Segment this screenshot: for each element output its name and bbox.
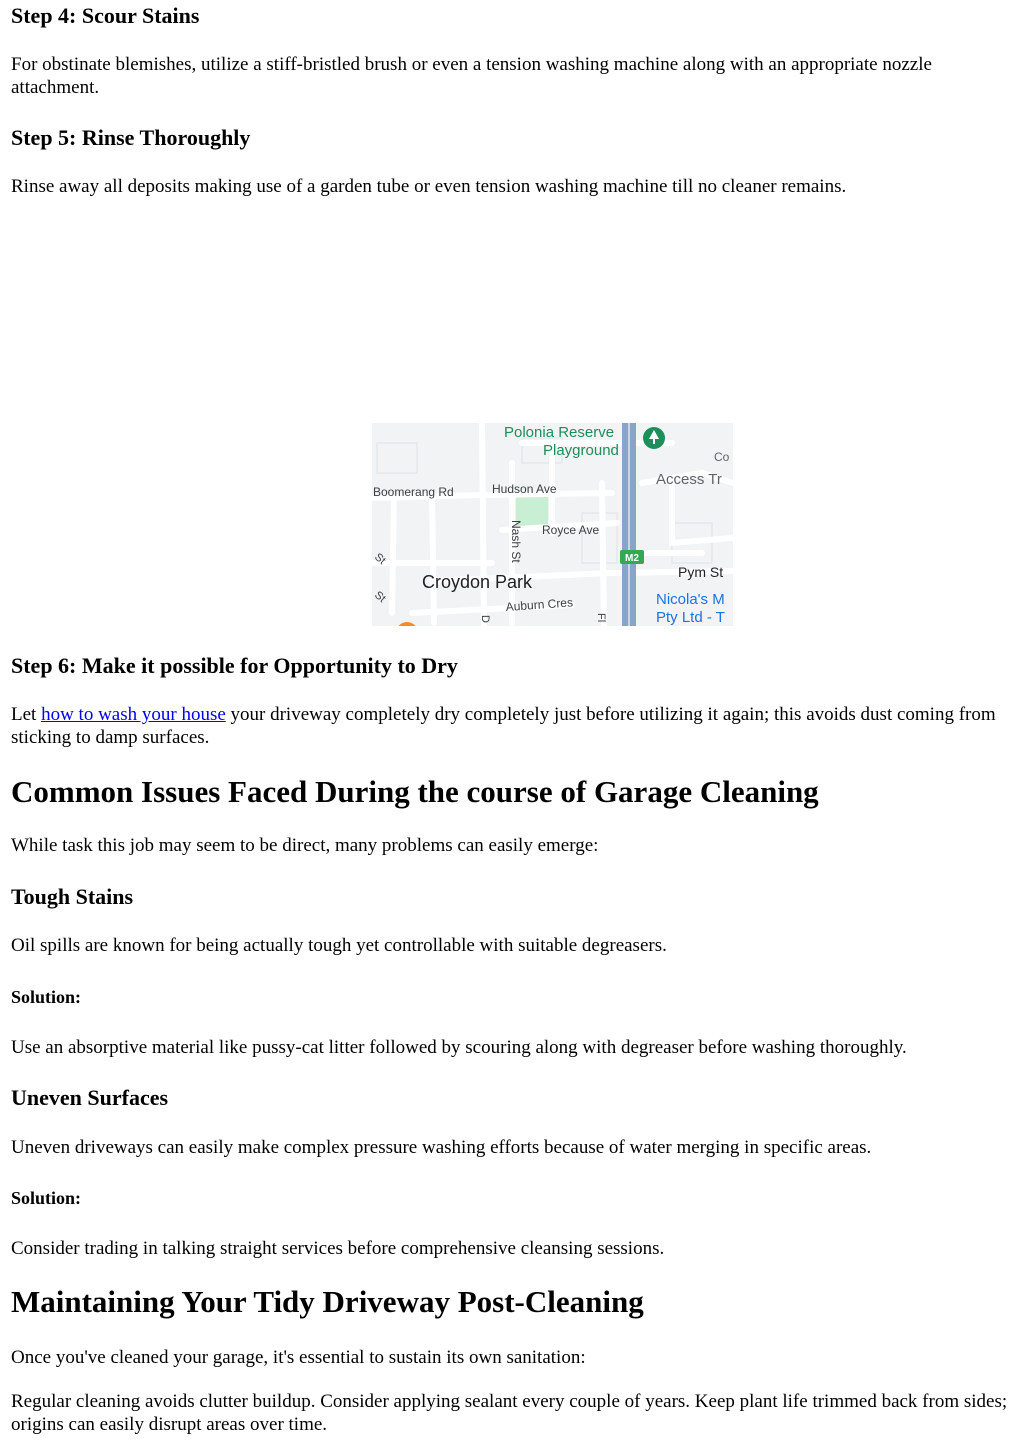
tough-solution-label: Solution: [11, 987, 82, 1007]
embedded-map[interactable] [372, 423, 733, 626]
map-label-st-2: St [372, 589, 388, 605]
step5-text: Rinse away all deposits making use of a garden tube or even tension washing machine till no cleaner remains. [11, 176, 847, 197]
map-label-auburn: Auburn Cres [505, 595, 574, 614]
map-label-boomerang: Boomerang Rd [373, 485, 454, 499]
uneven-surfaces-heading: Uneven Surfaces [11, 1085, 169, 1110]
map-label-royce: Royce Ave [542, 523, 600, 537]
map-label-st-1: St [372, 551, 388, 567]
map-label-croydon-park: Croydon Park [422, 572, 533, 592]
maintain-text: Regular cleaning avoids clutter buildup. Consider applying sealant every couple of years. Keep plant life trimmed back from sides; origins can easily disrupt areas over time. [11, 1391, 1008, 1435]
maintain-heading: Maintaining Your Tidy Driveway Post-Cleaning [11, 1284, 644, 1319]
step6-heading: Step 6: Make it possible for Opportunity to Dry [11, 653, 458, 678]
step6-text-after: your driveway completely dry completely just before utilizing it again; this avoids dust coming from sticking to damp surfaces. [11, 704, 996, 748]
wash-house-link[interactable]: how to wash your house [41, 704, 226, 725]
map-label-fl: Fl [595, 613, 607, 623]
maintain-intro: Once you've cleaned your garage, it's essential to sustain its own sanitation: [11, 1347, 586, 1368]
step6-text [11, 703, 1014, 749]
map-label-pym: Pym St [678, 564, 724, 580]
step6-text-before: Let [11, 704, 42, 725]
map-label-co: Co [714, 450, 730, 464]
map-label-nicola-pty: Pty Ltd - T [656, 609, 725, 626]
issues-heading: Common Issues Faced During the course of Garage Cleaning [11, 774, 819, 809]
map-label-playground: Playground [543, 442, 619, 459]
tough-stains-text: Oil spills are known for being actually tough yet controllable with suitable degreasers. [11, 935, 667, 956]
m2-label: M2 [625, 553, 639, 564]
tough-stains-heading: Tough Stains [11, 884, 134, 909]
map-canvas [372, 423, 733, 626]
map-label-access: Access Tr [656, 471, 722, 488]
step4-text: For obstinate blemishes, utilize a stiff-bristled brush or even a tension washing machine along with an appropriate nozzle attachment. [11, 54, 932, 98]
map-label-d: D [479, 615, 491, 623]
uneven-surfaces-text: Uneven driveways can easily make complex pressure washing efforts because of water merging in specific areas. [11, 1137, 872, 1158]
map-label-nicola: Nicola's M [656, 591, 725, 608]
tough-solution-text: Use an absorptive material like pussy-cat litter followed by scouring along with degreaser before washing thoroughly. [11, 1037, 907, 1058]
uneven-solution-text: Consider trading in talking straight services before comprehensive cleansing sessions. [11, 1238, 665, 1259]
map-label-polonia: Polonia Reserve [504, 424, 615, 441]
step5-heading: Step 5: Rinse Thoroughly [11, 125, 251, 150]
map-label-hudson: Hudson Ave [492, 482, 557, 496]
map-label-nash: Nash St [509, 520, 523, 563]
step4-heading: Step 4: Scour Stains [11, 3, 200, 28]
uneven-solution-label: Solution: [11, 1188, 82, 1208]
issues-intro: While task this job may seem to be direct, many problems can easily emerge: [11, 835, 599, 856]
